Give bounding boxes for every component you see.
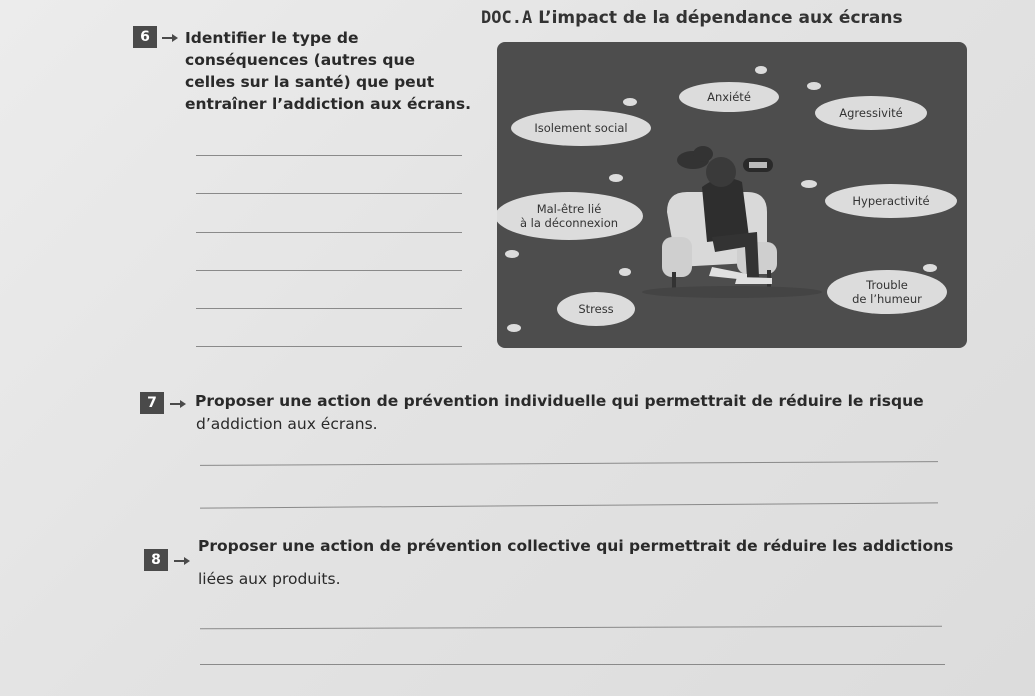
question-7-text — [195, 390, 995, 412]
illustration-panel — [497, 42, 967, 348]
answer-line[interactable] — [196, 308, 462, 309]
answer-line[interactable] — [200, 664, 945, 665]
person-in-armchair-illustration — [497, 42, 967, 348]
document-title — [481, 8, 903, 28]
answer-line[interactable] — [196, 270, 462, 271]
cloud-label-line-2: à la déconnexion — [519, 216, 619, 230]
arrow-icon — [174, 560, 186, 562]
answer-line[interactable] — [196, 193, 462, 194]
answer-line[interactable] — [200, 461, 938, 466]
arrow-icon — [162, 37, 174, 39]
question-8-text-line-2 — [198, 568, 598, 590]
question-8-text — [198, 535, 1018, 557]
cloud-label: Hyperactivité — [852, 194, 930, 208]
question-7-text-line-2 — [196, 413, 596, 435]
answer-line[interactable] — [196, 232, 462, 233]
cloud-label-line-1: Mal-être lié — [536, 202, 602, 216]
question-6-line-3: celles sur la santé) que peut — [185, 73, 435, 91]
answer-line[interactable] — [196, 346, 462, 347]
question-7-line-1: Proposer une action de prévention individuelle qui permettrait de réduire le risque — [195, 392, 924, 410]
document-heading: L’impact de la dépendance aux écrans — [538, 8, 903, 28]
answer-line[interactable] — [200, 502, 938, 508]
cloud-label: Agressivité — [839, 106, 903, 120]
answer-line[interactable] — [196, 155, 462, 156]
question-6-line-4: entraîner l’addiction aux écrans. — [185, 95, 471, 113]
question-7-line-2: d’addiction aux écrans. — [196, 415, 378, 433]
question-7-badge: 7 — [140, 392, 164, 414]
cloud-label-line-2: de l’humeur — [852, 292, 922, 306]
question-8-badge: 8 — [144, 549, 168, 571]
arrow-icon — [170, 403, 182, 405]
cloud-label: Anxiété — [707, 90, 751, 104]
question-8-line-1: Proposer une action de prévention collective qui permettrait de réduire les addictions — [198, 537, 954, 555]
document-label: DOC.A — [481, 8, 533, 28]
cloud-label: Stress — [578, 302, 614, 316]
question-6-text — [185, 27, 475, 115]
question-8-line-2: liées aux produits. — [198, 570, 341, 588]
question-6-badge: 6 — [133, 26, 157, 48]
question-6-line-2: conséquences (autres que — [185, 51, 416, 69]
cloud-label-line-1: Trouble — [866, 278, 908, 292]
answer-line[interactable] — [200, 626, 942, 630]
question-6-line-1: Identifier le type de — [185, 29, 359, 47]
cloud-label: Isolement social — [534, 121, 628, 135]
